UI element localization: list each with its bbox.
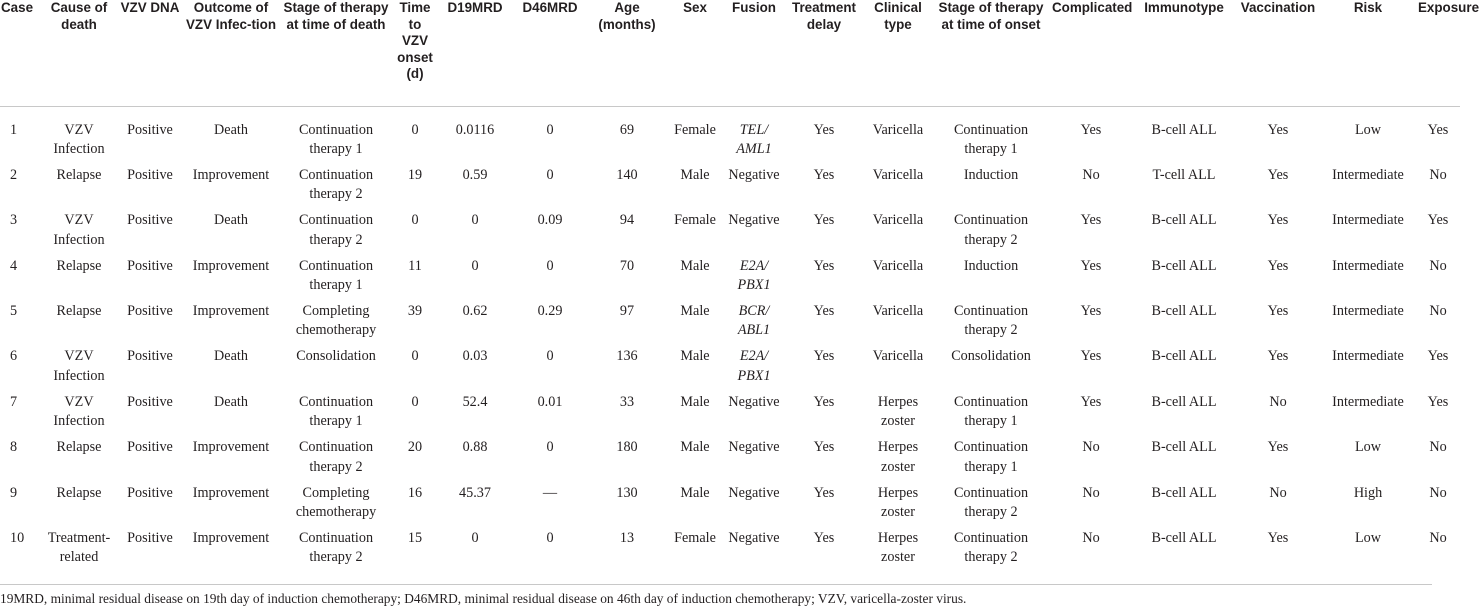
cell-outcome: Death [214, 393, 248, 410]
cell-exposure: Yes [1427, 393, 1449, 410]
cell-treatment-delay: Yes [813, 529, 835, 546]
cell-stage-at-onset: Continuation therapy 1 [953, 439, 1029, 475]
cell-sex: Female [674, 529, 716, 546]
cell-age: 94 [619, 212, 635, 229]
cell-cause-of-death: VZV Infection [53, 348, 105, 384]
cell-complicated: Yes [1080, 212, 1102, 229]
cell-cause-of-death: VZV Infection [53, 121, 105, 157]
cell-vzv-dna: Positive [127, 529, 173, 546]
cell-cause-of-death: Relapse [56, 166, 102, 183]
cell-treatment-delay: Yes [813, 484, 835, 501]
cell-vaccination: Yes [1267, 121, 1289, 138]
cell-risk: Intermediate [1332, 393, 1404, 410]
cell-fusion: E2A/ PBX1 [737, 257, 771, 294]
cell-d46mrd: 0 [546, 121, 554, 138]
cell-vzv-dna: Positive [127, 348, 173, 365]
cell-risk: Intermediate [1332, 212, 1404, 229]
cell-vaccination: Yes [1267, 348, 1289, 365]
cell-d19mrd: 0.03 [462, 348, 488, 365]
cell-fusion: Negative [728, 484, 780, 501]
cell-outcome: Death [214, 348, 248, 365]
cell-age: 69 [619, 121, 635, 138]
cell-immunotype: B-cell ALL [1151, 302, 1217, 319]
cell-risk: High [1353, 484, 1383, 501]
header-stage-at-onset: Stage of therapy at time of onset [932, 0, 1050, 106]
cell-vaccination: Yes [1267, 257, 1289, 274]
cell-d19mrd: 0 [471, 529, 479, 546]
cell-time-to-onset: 11 [408, 257, 422, 274]
cell-vzv-dna: Positive [127, 393, 173, 410]
cell-exposure: No [1429, 166, 1447, 183]
cell-exposure: Yes [1427, 212, 1449, 229]
cell-immunotype: B-cell ALL [1151, 257, 1217, 274]
cell-stage-at-onset: Consolidation [951, 348, 1031, 365]
cell-stage-at-onset: Continuation therapy 2 [953, 212, 1029, 248]
cell-time-to-onset: 19 [407, 166, 423, 183]
cell-d46mrd: — [542, 484, 558, 501]
header-sex: Sex [666, 0, 724, 106]
cell-treatment-delay: Yes [813, 393, 835, 410]
cell-immunotype: B-cell ALL [1151, 484, 1217, 501]
cell-case: 6 [10, 348, 18, 365]
cell-stage-at-onset: Induction [963, 166, 1019, 183]
cell-d46mrd: 0 [546, 439, 554, 456]
header-case: Case [0, 0, 40, 106]
cell-complicated: No [1082, 529, 1100, 546]
cell-time-to-onset: 39 [407, 302, 423, 319]
cell-fusion: Negative [728, 166, 780, 183]
cell-age: 180 [616, 439, 638, 456]
cell-age: 33 [619, 393, 635, 410]
cell-treatment-delay: Yes [813, 348, 835, 365]
cell-exposure: No [1429, 302, 1447, 319]
header-cause-of-death: Cause of death [40, 0, 118, 106]
header-immunotype: Immunotype [1132, 0, 1236, 106]
cell-exposure: No [1429, 529, 1447, 546]
cell-risk: Low [1354, 121, 1381, 138]
cell-complicated: Yes [1080, 257, 1102, 274]
cell-cause-of-death: VZV Infection [53, 212, 105, 248]
header-age: Age (months) [588, 0, 666, 106]
cell-age: 97 [619, 302, 635, 319]
cell-case: 9 [10, 484, 18, 501]
cell-fusion: Negative [728, 439, 780, 456]
cell-vzv-dna: Positive [127, 439, 173, 456]
cell-exposure: No [1429, 439, 1447, 456]
table-row [0, 166, 1460, 211]
cell-fusion: Negative [728, 529, 780, 546]
table-row [0, 529, 1460, 574]
cell-stage-at-death: Continuation therapy 2 [298, 166, 374, 203]
cell-case: 10 [10, 529, 25, 546]
cell-d19mrd: 52.4 [462, 393, 488, 410]
cell-complicated: Yes [1080, 348, 1102, 365]
cell-vzv-dna: Positive [127, 302, 173, 319]
cell-clinical-type: Varicella [872, 302, 924, 319]
cell-stage-at-death: Continuation therapy 2 [298, 439, 374, 475]
cell-cause-of-death: Relapse [56, 439, 102, 456]
cell-cause-of-death: Treatment-related [47, 529, 111, 566]
cell-stage-at-onset: Continuation therapy 2 [953, 484, 1029, 521]
cell-sex: Male [680, 439, 710, 456]
header-clinical-type: Clinical type [864, 0, 932, 106]
cell-case: 1 [10, 121, 18, 138]
cell-clinical-type: Herpes zoster [877, 484, 919, 521]
cell-vzv-dna: Positive [127, 121, 173, 138]
cell-age: 130 [616, 484, 638, 501]
header-vaccination: Vaccination [1236, 0, 1320, 106]
cell-d46mrd: 0.09 [537, 212, 563, 229]
cell-sex: Male [680, 393, 710, 410]
cell-stage-at-death: Continuation therapy 1 [298, 257, 374, 294]
cell-clinical-type: Herpes zoster [877, 439, 919, 475]
cell-vaccination: No [1269, 484, 1287, 501]
cell-time-to-onset: 15 [407, 529, 423, 546]
table-row [0, 393, 1460, 438]
cell-treatment-delay: Yes [813, 121, 835, 138]
cell-cause-of-death: Relapse [56, 302, 102, 319]
cell-vzv-dna: Positive [127, 257, 173, 274]
cell-risk: Low [1354, 529, 1381, 546]
table-row [0, 347, 1460, 392]
header-outcome: Outcome of VZV Infec-tion [182, 0, 280, 106]
cell-case: 7 [10, 393, 18, 410]
cell-age: 13 [619, 529, 635, 546]
cell-case: 8 [10, 439, 18, 456]
cell-vzv-dna: Positive [127, 484, 173, 501]
cell-exposure: Yes [1427, 348, 1449, 365]
table-row [0, 302, 1460, 347]
cell-risk: Intermediate [1332, 302, 1404, 319]
cell-time-to-onset: 0 [411, 121, 419, 138]
cell-sex: Male [680, 484, 710, 501]
cell-d46mrd: 0 [546, 257, 554, 274]
cell-stage-at-onset: Continuation therapy 2 [953, 302, 1029, 339]
cell-time-to-onset: 0 [411, 212, 419, 229]
cell-vaccination: Yes [1267, 166, 1289, 183]
cell-outcome: Death [214, 212, 248, 229]
cell-immunotype: B-cell ALL [1151, 529, 1217, 546]
cell-immunotype: T-cell ALL [1152, 166, 1216, 183]
cell-cause-of-death: VZV Infection [53, 393, 105, 430]
cell-d46mrd: 0.01 [537, 393, 563, 410]
cell-case: 4 [10, 257, 18, 274]
cell-case: 5 [10, 302, 18, 319]
cell-stage-at-onset: Continuation therapy 2 [953, 529, 1029, 566]
header-vzv-dna: VZV DNA [118, 0, 182, 106]
cell-exposure: No [1429, 257, 1447, 274]
cell-case: 2 [10, 166, 18, 183]
cell-immunotype: B-cell ALL [1151, 212, 1217, 229]
cell-fusion: TEL/ AML1 [736, 121, 772, 157]
cell-d19mrd: 0.62 [462, 302, 488, 319]
cell-age: 136 [616, 348, 638, 365]
header-complicated: Complicated [1050, 0, 1132, 106]
table-header [0, 0, 1479, 106]
header-d46mrd: D46MRD [512, 0, 588, 106]
header-d19mrd: D19MRD [438, 0, 512, 106]
cell-d19mrd: 0.0116 [455, 121, 495, 138]
cell-sex: Male [680, 348, 710, 365]
cell-exposure: Yes [1427, 121, 1449, 138]
cell-stage-at-onset: Continuation therapy 1 [953, 121, 1029, 157]
cell-d19mrd: 0.88 [462, 439, 488, 456]
cell-outcome: Improvement [192, 302, 270, 319]
cell-treatment-delay: Yes [813, 257, 835, 274]
cell-complicated: No [1082, 484, 1100, 501]
cell-vaccination: Yes [1267, 302, 1289, 319]
cell-treatment-delay: Yes [813, 302, 835, 319]
cell-clinical-type: Varicella [872, 348, 924, 365]
table-row [0, 484, 1460, 529]
table-footnote: 19MRD, minimal residual disease on 19th day of induction chemotherapy; D46MRD, minimal residual disease on 46th day of induction chemotherapy; VZV, varicella-zoster virus. [0, 584, 1432, 607]
cell-immunotype: B-cell ALL [1151, 121, 1217, 138]
cell-complicated: Yes [1080, 302, 1102, 319]
cell-clinical-type: Varicella [872, 212, 924, 229]
cell-time-to-onset: 20 [407, 439, 423, 456]
table-body [0, 106, 1460, 574]
cell-time-to-onset: 0 [411, 393, 419, 410]
cell-cause-of-death: Relapse [56, 257, 102, 274]
cell-outcome: Death [214, 121, 248, 138]
cell-vaccination: Yes [1267, 439, 1289, 456]
cell-vzv-dna: Positive [127, 212, 173, 229]
cell-stage-at-onset: Induction [963, 257, 1019, 274]
header-risk: Risk [1320, 0, 1416, 106]
table-row [0, 257, 1460, 302]
cell-complicated: No [1082, 166, 1100, 183]
cell-outcome: Improvement [192, 439, 270, 456]
cell-exposure: No [1429, 484, 1447, 501]
cell-immunotype: B-cell ALL [1151, 439, 1217, 456]
cell-outcome: Improvement [192, 257, 270, 274]
header-fusion: Fusion [724, 0, 784, 106]
cell-immunotype: B-cell ALL [1151, 393, 1217, 410]
cell-case: 3 [10, 212, 18, 229]
cell-vzv-dna: Positive [127, 166, 173, 183]
cell-complicated: Yes [1080, 393, 1102, 410]
cell-vaccination: No [1269, 393, 1287, 410]
header-time-to-onset: Time to VZV onset (d) [392, 0, 438, 106]
cell-clinical-type: Herpes zoster [877, 393, 919, 430]
cell-immunotype: B-cell ALL [1151, 348, 1217, 365]
cell-stage-at-death: Continuation therapy 2 [298, 529, 374, 566]
cell-outcome: Improvement [192, 529, 270, 546]
cell-d19mrd: 0.59 [462, 166, 488, 183]
cell-d46mrd: 0 [546, 166, 554, 183]
header-exposure: Exposure [1416, 0, 1460, 106]
cell-time-to-onset: 16 [407, 484, 423, 501]
cell-complicated: No [1082, 439, 1100, 456]
cell-sex: Male [680, 257, 710, 274]
cell-treatment-delay: Yes [813, 439, 835, 456]
cell-sex: Female [674, 121, 716, 138]
cell-clinical-type: Varicella [872, 166, 924, 183]
cell-fusion: Negative [728, 212, 780, 229]
cell-sex: Male [680, 166, 710, 183]
cell-vaccination: Yes [1267, 212, 1289, 229]
cell-stage-at-death: Continuation therapy 1 [298, 121, 374, 157]
cell-stage-at-death: Continuation therapy 2 [298, 212, 374, 248]
cell-stage-at-death: Completing chemotherapy [295, 484, 377, 521]
cell-complicated: Yes [1080, 121, 1102, 138]
cell-d46mrd: 0.29 [537, 302, 563, 319]
cell-d46mrd: 0 [546, 529, 554, 546]
cell-age: 140 [616, 166, 638, 183]
table-row [0, 211, 1460, 256]
cell-age: 70 [619, 257, 635, 274]
cell-vaccination: Yes [1267, 529, 1289, 546]
cell-risk: Intermediate [1332, 257, 1404, 274]
cell-clinical-type: Varicella [872, 257, 924, 274]
cell-d19mrd: 0 [471, 257, 479, 274]
cell-d19mrd: 0 [471, 212, 479, 229]
cell-stage-at-death: Consolidation [296, 348, 376, 365]
cell-clinical-type: Varicella [872, 121, 924, 138]
table-row [0, 106, 1460, 166]
cell-risk: Intermediate [1332, 166, 1404, 183]
cell-risk: Low [1354, 439, 1381, 456]
cell-clinical-type: Herpes zoster [877, 529, 919, 566]
cell-stage-at-onset: Continuation therapy 1 [953, 393, 1029, 430]
cell-fusion: BCR/ ABL1 [737, 302, 771, 339]
cell-stage-at-death: Continuation therapy 1 [298, 393, 374, 430]
cell-stage-at-death: Completing chemotherapy [295, 302, 377, 339]
table-row [0, 438, 1460, 483]
cell-fusion: E2A/ PBX1 [737, 348, 771, 384]
cell-outcome: Improvement [192, 484, 270, 501]
header-stage-at-death: Stage of therapy at time of death [280, 0, 392, 106]
cell-sex: Female [674, 212, 716, 229]
cell-sex: Male [680, 302, 710, 319]
header-treatment-delay: Treatment delay [784, 0, 864, 106]
cell-treatment-delay: Yes [813, 166, 835, 183]
cell-cause-of-death: Relapse [56, 484, 102, 501]
cell-fusion: Negative [728, 393, 780, 410]
cell-d19mrd: 45.37 [459, 484, 491, 501]
cell-risk: Intermediate [1332, 348, 1404, 365]
cell-treatment-delay: Yes [813, 212, 835, 229]
cell-outcome: Improvement [192, 166, 270, 183]
header-row [0, 0, 1460, 106]
cell-time-to-onset: 0 [411, 348, 419, 365]
cell-d46mrd: 0 [546, 348, 554, 365]
